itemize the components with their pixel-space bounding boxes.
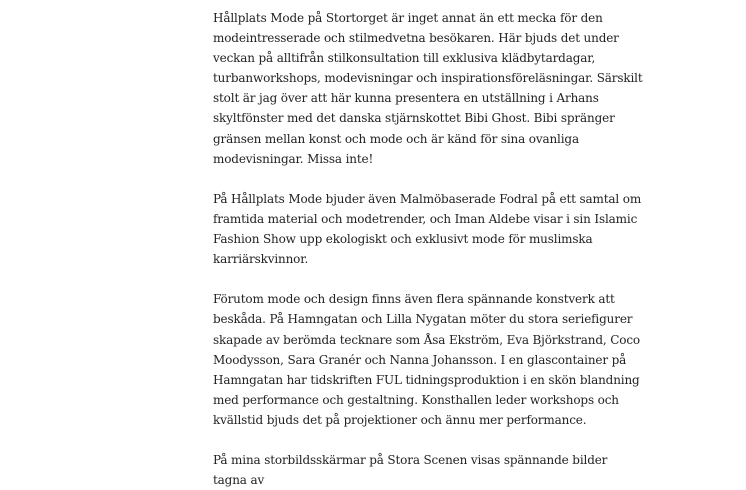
paragraph-fodral-iman-aldebe: På Hållplats Mode bjuder även Malmöbaserade Fodral på ett samtal om framtida material och modetrender, och Iman Aldebe visar i sin Islamic Fashion Show upp ekologiskt och exklusivt mode för muslimska karriärskvinnor.	[213, 191, 642, 267]
article-body	[213, 8, 643, 490]
paragraph-storbildsskarmar: På mina storbildsskärmar på Stora Scenen visas spännande bilder tagna av	[213, 453, 608, 488]
paragraph-hallplats-mode: Hållplats Mode på Stortorget är inget annat än ett mecka för den modeintresserade och stilmedvetna besökaren. Här bjuds det under veckan på alltifrån stilkonsultation till exklusiva klädbytardagar, turbanworkshops, modevisningar och inspirationsföreläsningar. Särskilt stolt är jag över att här kunna presentera en utställning i Arhans skyltfönster med det danska stjärnskottet Bibi Ghost. Bibi spränger gränsen mellan konst och mode och är känd för sina ovanliga modevisningar. Missa inte!	[213, 11, 643, 166]
paragraph-konstverk: Förutom mode och design finns även flera spännande konstverk att beskåda. På Hamngatan och Lilla Nygatan möter du stora seriefigurer skapade av berömda tecknare som Åsa Ekström, Eva Björkstrand, Coco Moodysson, Sara Granér och Nanna Johansson. I en glascontainer på Hamngatan har tidskriften FUL tidningsproduktion i en skön blandning med performance och gestaltning. Konsthallen leder workshops och kvällstid bjuds det på projektioner och ännu mer performance.	[213, 292, 640, 427]
